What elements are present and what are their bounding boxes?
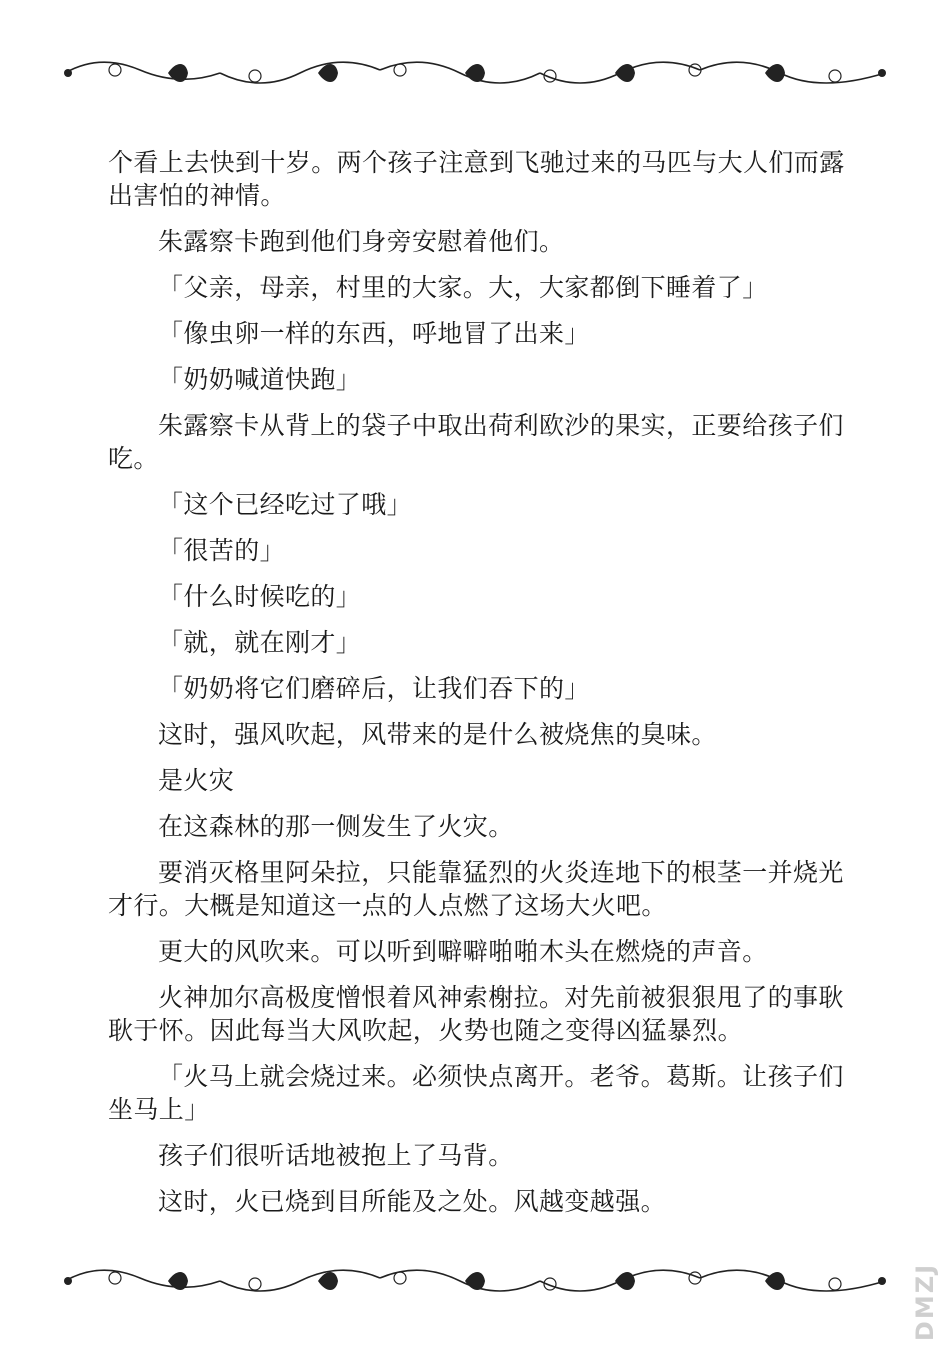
paragraph: 更大的风吹来。可以听到噼噼啪啪木头在燃烧的声音。 — [158, 937, 768, 966]
dialogue-line: 「这个已经吃过了哦」 — [158, 490, 413, 519]
bottom-ornament-border — [60, 1256, 890, 1306]
paragraph: 是火灾 — [158, 766, 235, 795]
dialogue-line: 「奶奶将它们磨碎后，让我们吞下的」 — [158, 674, 590, 703]
paragraph: 孩子们很听话地被抱上了马背。 — [158, 1141, 514, 1170]
paragraph: 个看上去快到十岁。两个孩子注意到飞驰过来的马匹与大人们而露出害怕的神情。 — [108, 148, 845, 210]
paragraph: 朱露察卡从背上的袋子中取出荷利欧沙的果实，正要给孩子们吃。 — [108, 411, 844, 473]
dialogue-line: 「父亲，母亲，村里的大家。大，大家都倒下睡着了」 — [158, 273, 768, 302]
dialogue-line: 「火马上就会烧过来。必须快点离开。老爷。葛斯。让孩子们坐马上」 — [108, 1062, 844, 1124]
dialogue-line: 「很苦的」 — [158, 536, 286, 565]
paragraph: 朱露察卡跑到他们身旁安慰着他们。 — [158, 227, 565, 256]
paragraph: 这时，火已烧到目所能及之处。风越变越强。 — [158, 1187, 667, 1216]
paragraph: 在这森林的那一侧发生了火灾。 — [158, 812, 514, 841]
top-ornament-border — [60, 48, 890, 98]
dialogue-line: 「什么时候吃的」 — [158, 582, 362, 611]
paragraph: 火神加尔高极度憎恨着风神索榭拉。对先前被狠狠甩了的事耿耿于怀。因此每当大风吹起，火势也随之变得凶猛暴烈。 — [108, 983, 844, 1045]
dialogue-line: 「奶奶喊道快跑」 — [158, 365, 362, 394]
paragraph: 这时，强风吹起，风带来的是什么被烧焦的臭味。 — [158, 720, 717, 749]
watermark-logo — [908, 1250, 938, 1358]
paragraph: 要消灭格里阿朵拉，只能靠猛烈的火炎连地下的根茎一并烧光才行。大概是知道这一点的人点燃了这场大火吧。 — [108, 858, 844, 920]
dialogue-line: 「像虫卵一样的东西，呼地冒了出来」 — [158, 319, 590, 348]
body-text — [108, 146, 850, 1231]
dialogue-line: 「就，就在刚才」 — [158, 628, 362, 657]
watermark-text: DMZJ — [911, 1262, 939, 1342]
